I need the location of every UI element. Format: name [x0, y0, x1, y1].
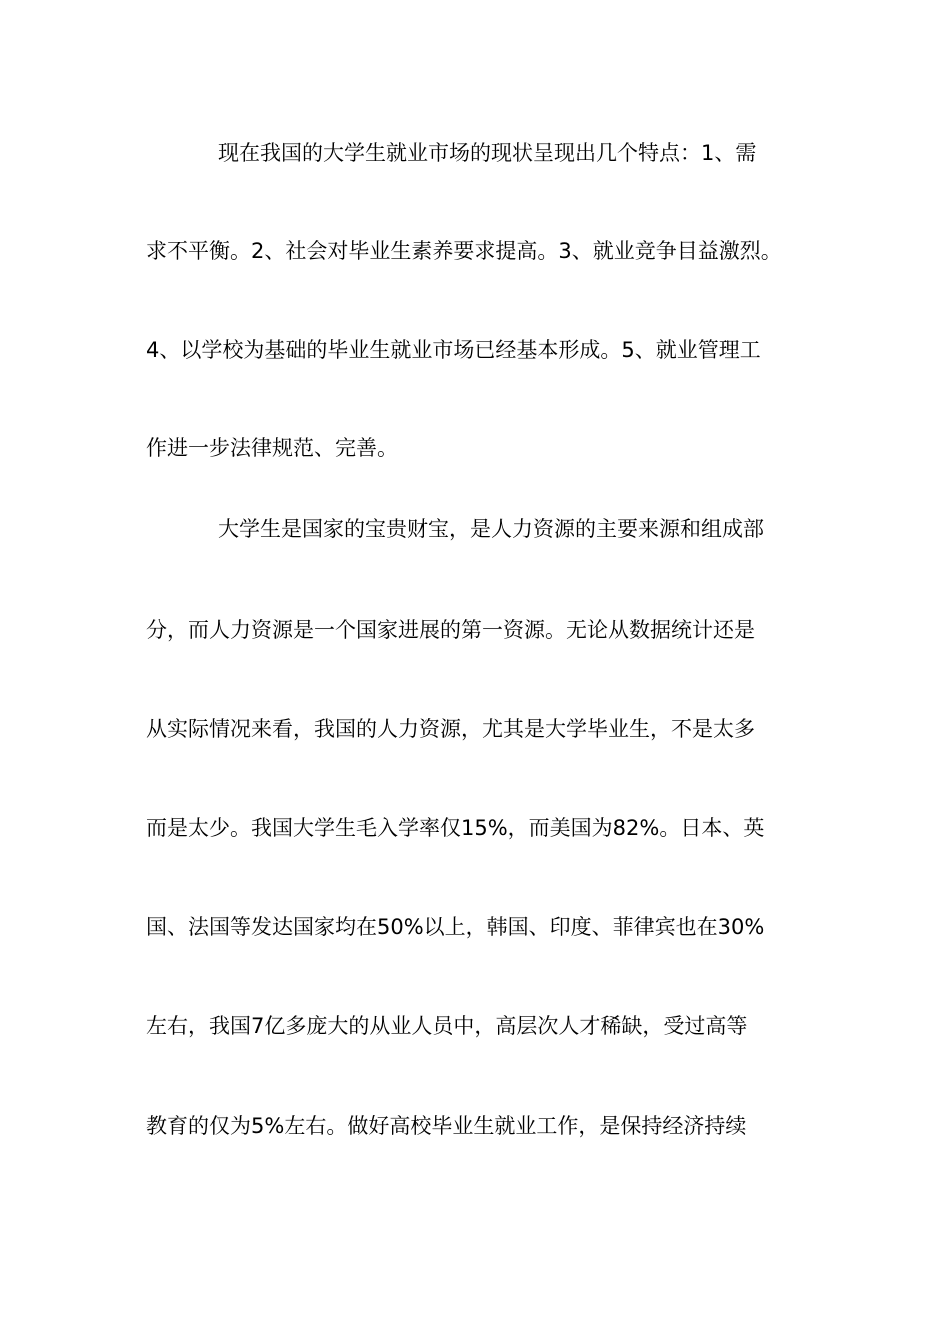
text-line: 左右，我国7亿多庞大的从业人员中，高层次人才稀缺，受过高等 — [146, 1014, 748, 1038]
text-line: 从实际情况来看，我国的人力资源，尤其是大学毕业生，不是太多 — [146, 717, 755, 741]
text-line: 国、法国等发达国家均在50%以上，韩国、印度、菲律宾也在30% — [146, 915, 765, 939]
text-line: 现在我国的大学生就业市场的现状呈现出几个特点：1、需 — [218, 141, 757, 165]
text-line: 分，而人力资源是一个国家进展的第一资源。无论从数据统计还是 — [146, 618, 755, 642]
text-line: 求不平衡。2、社会对毕业生素养要求提高。3、就业竞争目益激烈。 — [146, 239, 782, 263]
text-line: 而是太少。我国大学生毛入学率仅15%，而美国为82%。日本、英 — [146, 816, 765, 840]
text-line: 4、以学校为基础的毕业生就业市场已经基本形成。5、就业管理工 — [146, 338, 761, 362]
text-line: 大学生是国家的宝贵财宝，是人力资源的主要来源和组成部 — [218, 517, 764, 541]
text-line: 作进一步法律规范、完善。 — [146, 436, 398, 460]
text-line: 教育的仅为5%左右。做好高校毕业生就业工作，是保持经济持续 — [146, 1114, 747, 1138]
